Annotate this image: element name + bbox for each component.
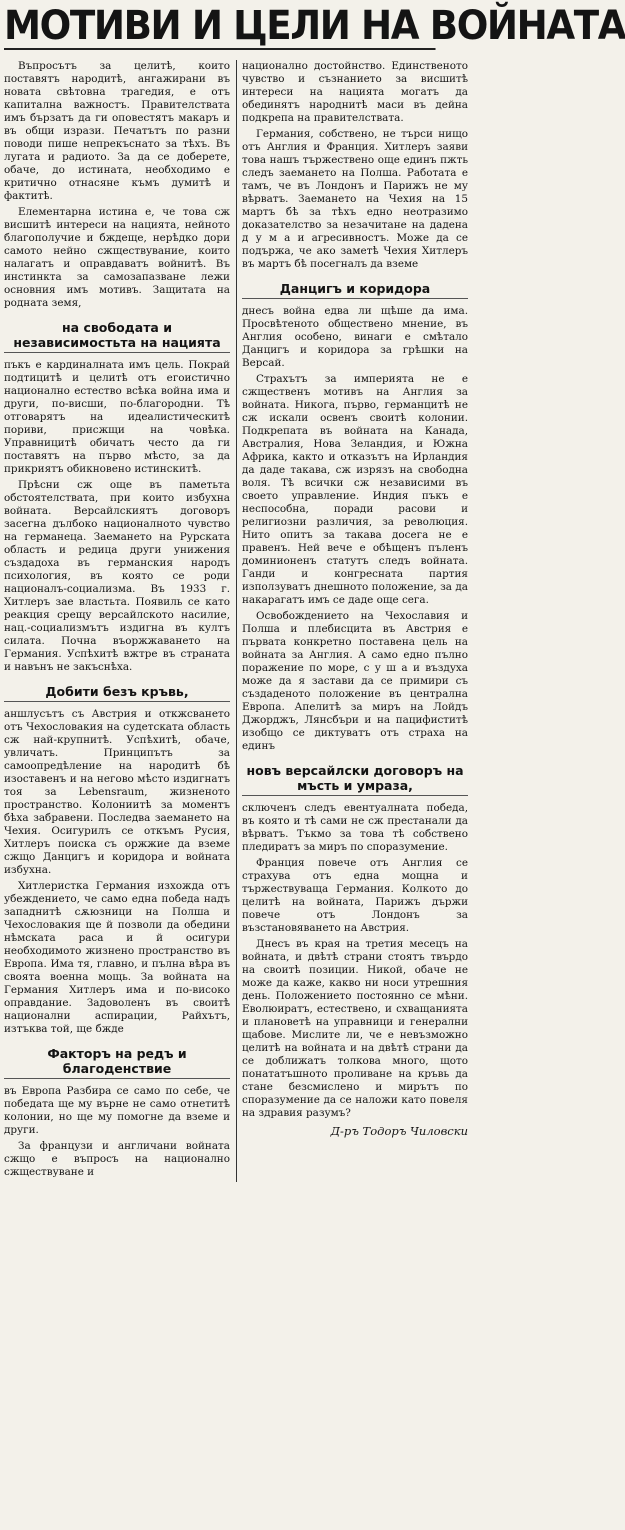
paragraph: Прѣсни сж още въ паметьта обстоятелствата, при които избухна войната. Версайлскиятъ договоръ засегна дълбоко националното чувство на германеца. Заемането на Рурската область и редица други унижения създадоха въ германския народъ психология, въ която се роди националъ-социализма. Въ 1933 г. Хитлеръ зае властьта. Появиль се като реакция срещу версайлското насилие, нац.-социализмътъ издигна въ култъ силата. Почна въоржжаването на Германия. Успѣхитѣ вжтре въ страната и навънъ не закъснѣха. bbox=[4, 479, 230, 673]
paragraph: Днесъ въ края на третия месецъ на войната, и двѣтѣ страни стоятъ твърдо на своитѣ позиции. Никой, обаче не може да каже, какво ни носи утрешния день. Положението постоянно се мѣни. Еволюиратъ, естествено, и схващанията и плановетѣ на управници и генерални щабове. Мислите ли, че е невъзможно целитѣ на войната и на двѣтѣ страни да се доближатъ толкова много, щото понататъшното проливане на кръвь да стане безсмислено и мирътъ по споразумение да се наложи като повеля на здравия разумъ? bbox=[242, 938, 468, 1119]
subheading: на свободата и независимостьта на нацията bbox=[4, 320, 230, 353]
left-column bbox=[4, 60, 236, 1182]
paragraph: Германия, собствено, не търси нищо отъ Англия и Франция. Хитлеръ заяви това нашъ тържествено още единъ пжть следъ заемането на Полша. Работата е тамъ, че въ Лондонъ и Парижъ не му вѣрватъ. Заемането на Чехия на 15 мартъ бѣ за тѣхъ едно неотразимо доказателство за незачитане на дадена д у м а и агресивностъ. Може да се подържа, че ако заметѣ Чехия Хитлеръ въ мартъ бѣ посегналъ да вземе bbox=[242, 128, 468, 270]
paragraph: национално достойнство. Единственото чувство и съзнанието за висшитѣ интереси на нацията могатъ да обединятъ народнитѣ маси въ дейна подкрепа на правителствата. bbox=[242, 60, 468, 124]
paragraph: Хитлеристка Германия изхожда отъ убеждението, че само една победа надъ западнитѣ сѫюзници на Полша и Чехословакия ще й позволи да обедини нѣмската раса и й осигури необходимото жизнено пространство въ Европа. Има тя, главно, и пълна вѣра въ своята военна мощь. За войната на Германия Хитлеръ има и по-високо оправдание. Задоволенъ въ своитѣ национални аспирации, Райхътъ, изтъква той, ще бжде bbox=[4, 880, 230, 1035]
subheading: Факторъ на редъ и благоденствие bbox=[4, 1046, 230, 1079]
subheading: новъ версайлски договоръ на мъсть и умраза, bbox=[242, 763, 468, 796]
paragraph: Елементарна истина е, че това сж висшитѣ интереси на нацията, нейното благополучие и бждеще, нерѣдко дори самото нейно сжществувание, които налагатъ и оправдаватъ войнитѣ. Въ инстинкта за самозапазване лежи основния имъ мотивъ. Защитата на родната земя, bbox=[4, 206, 230, 309]
subheading: Добити безъ кръвь, bbox=[4, 684, 230, 702]
paragraph: Страхътъ за империята не е сжщественъ мотивъ на Англия за войната. Никога, първо, германцитѣ не сж искали освенъ своитѣ колонии. Подкрепата въ войната на Канада, Австралия, Нова Зеландия, и Южна Африка, както и отказътъ на Ирландия да даде такава, сж изрязъ на свободна воля. Тѣ всички сж независими въ своето управление. Индия пъкъ е неспособна, поради расови и религиозни различия, за революция. Нито опитъ за такава досега не е правенъ. Ней вече е обѣщенъ пъленъ доминионенъ статутъ следъ войната. Ганди и конгресната партия използуватъ днешното положение, за да накарагатъ имъ се даде още сега. bbox=[242, 373, 468, 606]
column-divider bbox=[236, 60, 237, 1182]
paragraph: аншлусътъ съ Австрия и откжсването отъ Чехословакия на судетската область сж най-крупнитѣ. Успѣхитѣ, обаче, увличатъ. Принципътъ за самоопредѣление на народитѣ бѣ изоставенъ и на негово мѣсто издигнатъ тоя за Lebensraum, жизненото пространство. Колониитѣ за моментъ бѣха забравени. Последва заемането на Чехия. Осигурилъ се откъмъ Русия, Хитлеръ поиска съ оржжие да вземе сжщо Данцигъ и коридора и войната избухна. bbox=[4, 708, 230, 876]
paragraph: пъкъ е кардиналната имъ цель. Покрай подтицитѣ и целитѣ отъ егоистично национално естество всѣка война има и други, по-висши, по-благородни. Тѣ отговарятъ на идеалистическитѣ пориви, присжщи на човѣка. Управницитѣ обичатъ често да ги поставятъ на първо мѣсто, за да прикриятъ обикновено истинскитѣ. bbox=[4, 359, 230, 475]
paragraph: сключенъ следъ евентуалната победа, въ която и тѣ сами не сж престанали да вѣрватъ. Тъкмо за това тѣ собствено пледиратъ за миръ по споразумение. bbox=[242, 802, 468, 853]
article-body bbox=[4, 60, 468, 1182]
subheading: Данцигъ и коридора bbox=[242, 281, 468, 299]
article-headline: МОТИВИ И ЦЕЛИ НА ВОЙНАТА bbox=[4, 3, 625, 49]
paragraph: Освобождението на Чехославия и Полша и плебисцита въ Австрия е първата конкретно поставена цель на войната за Англия. А само едно пълно поражение по море, с у ш а и въздуха може да я застави да се примири съ създаденото положение въ централна Европа. Апелитѣ за миръ на Лойдъ Джорджъ, Лянсбъри и на пацифиститѣ изобщо се диктуватъ отъ страха на единъ bbox=[242, 610, 468, 752]
paragraph: За французи и англичани войната сжщо е въпросъ на национално сжществуване и bbox=[4, 1140, 230, 1178]
paragraph: днесъ война едва ли щѣше да има. Просвѣтеното обществено мнение, въ Англия особено, винаги е смѣтало Данцигъ и коридора за грѣшки на Версай. bbox=[242, 305, 468, 369]
right-column bbox=[236, 60, 468, 1182]
paragraph: въ Европа Разбира се само по себе, че победата ще му върне не само отнетитѣ колонии, но ще му помогне да вземе и други. bbox=[4, 1085, 230, 1136]
author-signature: Д-ръ Тодоръ Чиловски bbox=[330, 1124, 468, 1138]
paragraph: Въпросътъ за целитѣ, които поставятъ народитѣ, ангажирани въ новата свѣтовна трагедия, е отъ капитална важностъ. Правителствата имъ бързатъ да ги оповестятъ макаръ и въ общи изрази. Печатътъ по разни поводи пише непрекъснато за тѣхъ. Въ лугата и радиото. За да се доберете, обаче, до истината, необходимо е критично отнасяне къмъ думитѣ и фактитѣ. bbox=[4, 60, 230, 202]
paragraph: Франция повече отъ Англия се страхува отъ една мощна и тържествуваща Германия. Колкото до целитѣ на войната, Парижъ държи повече отъ Лондонъ за възстановяването на Австрия. bbox=[242, 857, 468, 934]
